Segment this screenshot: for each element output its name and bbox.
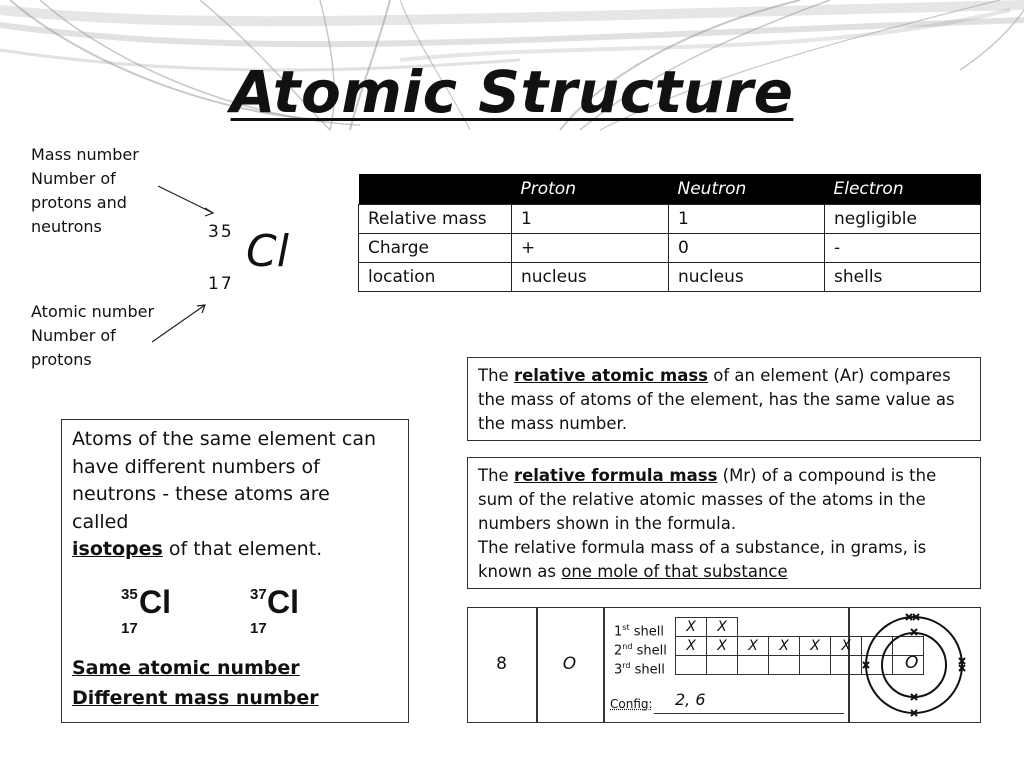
table-cell: location <box>359 263 512 292</box>
shell-suffix: nd <box>622 642 633 651</box>
table-cell: - <box>825 234 981 263</box>
element-symbol: Cl <box>246 226 289 277</box>
config-line <box>654 713 844 714</box>
relative-atomic-mass-box <box>467 357 981 441</box>
mr-mole-term: one mole of that substance <box>561 562 788 581</box>
mass-label-line: Number of <box>31 169 116 188</box>
ar-term: relative atomic mass <box>513 366 708 385</box>
isotope-symbol: Cl <box>139 584 171 620</box>
mass-number-label <box>31 143 139 239</box>
same-atomic-number: Same atomic number <box>72 657 300 679</box>
relative-formula-mass-box <box>467 457 981 589</box>
table-cell: nucleus <box>512 263 669 292</box>
page-title <box>0 58 1024 126</box>
config-label: Config: <box>610 697 653 711</box>
table-cell: 1 <box>669 205 825 234</box>
shell-cell: X <box>676 618 707 637</box>
table-cell: Charge <box>359 234 512 263</box>
shell-cell: X <box>676 637 707 656</box>
isotope-mass: 35 <box>121 586 138 603</box>
table-header-row <box>359 174 981 205</box>
shell-label <box>614 656 665 680</box>
isotope-atomic: 17 <box>121 620 138 637</box>
mass-number: 35 <box>208 222 234 242</box>
config-value: 2, 6 <box>675 690 706 709</box>
isotope-symbol: Cl <box>267 584 299 620</box>
table-cell: negligible <box>825 205 981 234</box>
oxygen-symbol: O <box>562 654 577 674</box>
page-title-text: Atomic Structure <box>230 58 794 126</box>
table-cell: + <box>512 234 669 263</box>
shell-cell: X <box>800 637 831 656</box>
shell-cell <box>769 656 800 675</box>
table-row <box>359 234 981 263</box>
mr-text: The relative formula mass of a substance, in grams, is known as <box>478 538 927 581</box>
table-cell: 1 <box>512 205 669 234</box>
shell-cell: X <box>738 637 769 656</box>
table-row <box>359 263 981 292</box>
shell-number: 3 <box>614 662 623 678</box>
atomic-label-line: Atomic number <box>31 302 155 321</box>
atomic-number: 17 <box>208 274 234 294</box>
shell-cell: X <box>769 637 800 656</box>
shell-1-cells <box>675 617 738 637</box>
shell-word: shell <box>633 624 664 640</box>
shell-cell <box>738 656 769 675</box>
mr-text: The <box>478 466 514 485</box>
shell-number: 1 <box>614 624 623 640</box>
table-cell: Relative mass <box>359 205 512 234</box>
isotope-term: isotopes <box>72 538 163 560</box>
shell-cell: X <box>707 637 738 656</box>
isotope-mass: 37 <box>250 586 267 603</box>
table-header: Proton <box>512 174 669 205</box>
isotope-atomic: 17 <box>250 620 267 637</box>
atomic-label-line: Number of <box>31 326 116 345</box>
shell-word: shell <box>636 643 667 659</box>
mr-term: relative formula mass <box>513 466 718 485</box>
ar-text: of an element (Ar) compares the mass of atoms of the element, has the same value as the mass number. <box>478 366 955 433</box>
shell-cell: X <box>831 637 862 656</box>
shell-cell <box>676 656 707 675</box>
ar-text: The <box>478 366 514 385</box>
shell-suffix: rd <box>622 661 631 670</box>
table-row <box>359 205 981 234</box>
isotopes-box <box>61 419 409 723</box>
table-cell: 0 <box>669 234 825 263</box>
particle-table <box>358 174 981 292</box>
mass-label-line: neutrons <box>31 217 102 236</box>
divider <box>603 607 605 723</box>
mass-label-line: protons and <box>31 193 127 212</box>
shell-word: shell <box>634 662 665 678</box>
table-cell: nucleus <box>669 263 825 292</box>
shell-cell <box>800 656 831 675</box>
oxygen-atomic-number: 8 <box>496 654 507 674</box>
isotope-text: of that element. <box>162 538 323 560</box>
shell-cell: X <box>707 618 738 637</box>
shell-suffix: st <box>622 623 630 632</box>
mass-label-line: Mass number <box>31 145 139 164</box>
diagram-symbol: O <box>905 653 919 673</box>
table-header: Neutron <box>669 174 825 205</box>
mr-text: (Mr) of a compound is the sum of the relative atomic masses of the atoms in the numbers shown in the formula. <box>478 466 937 533</box>
table-header: Electron <box>825 174 981 205</box>
mass-arrow-icon <box>158 186 213 213</box>
shell-number: 2 <box>614 643 623 659</box>
atomic-arrow-icon <box>152 305 205 342</box>
different-mass-number: Different mass number <box>72 687 319 709</box>
table-cell: shells <box>825 263 981 292</box>
table-header <box>359 174 512 205</box>
shell-cell <box>707 656 738 675</box>
atomic-label-line: protons <box>31 350 92 369</box>
atomic-number-label <box>31 300 154 372</box>
isotope-text: Atoms of the same element can have different numbers of neutrons - these atoms are called <box>72 428 377 533</box>
arrows <box>150 180 230 350</box>
